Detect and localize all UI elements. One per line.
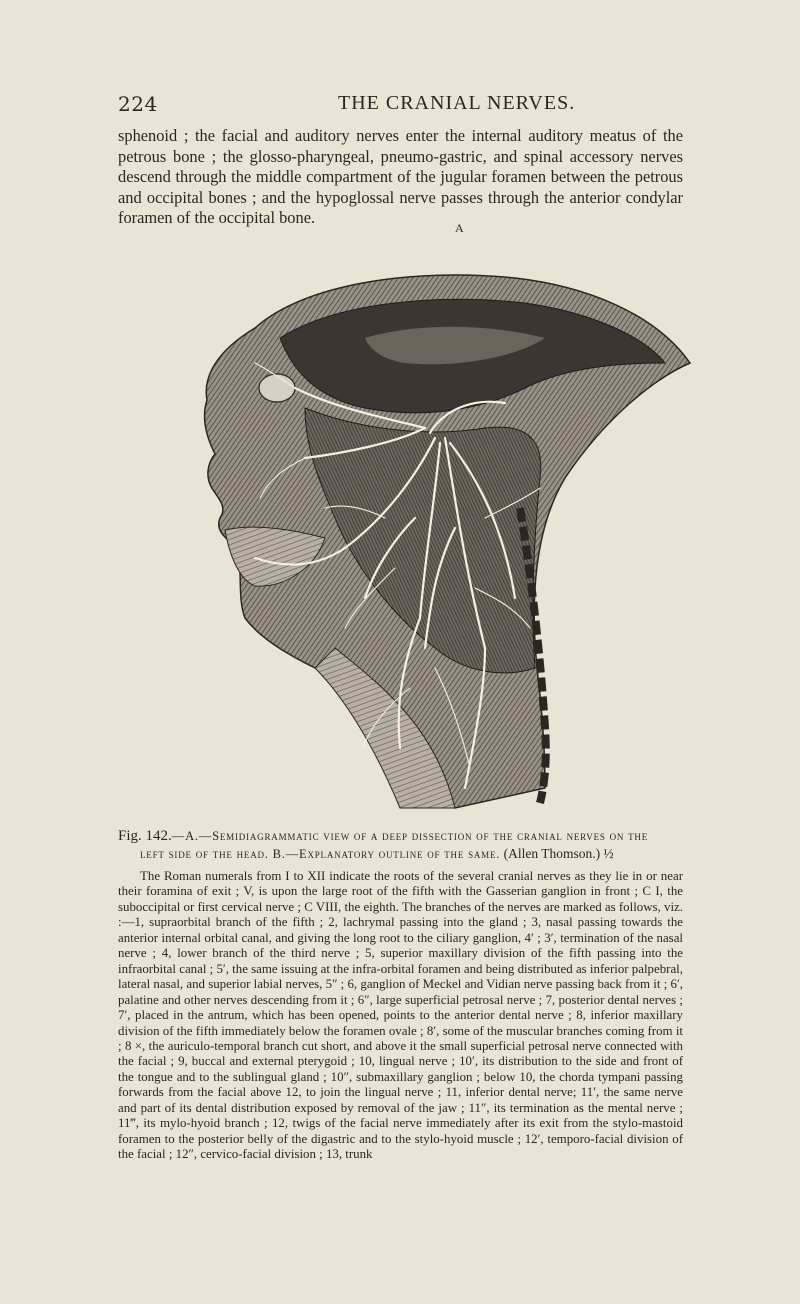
caption-scale: ½ — [603, 846, 614, 861]
intro-paragraph: sphenoid ; the facial and auditory nerves enter the internal auditory meatus of the petrous bone ; the glosso-pharyngeal, pneumo-gastric, and spinal accessory nerves descend through the middle compartment of the jugular foramen between the petrous and occipital bones ; and the hypoglossal nerve passes through the anterior condylar foramen of the occipital bone. — [118, 126, 683, 227]
caption-part-a: —A.—Semidiagrammatic view of a deep dissection of the cranial nerves on the — [171, 829, 649, 843]
page-header — [118, 92, 678, 120]
caption-line-2 — [118, 845, 683, 863]
anatomical-illustration — [185, 268, 695, 816]
figure-label: Fig. 142. — [118, 828, 172, 844]
running-head: THE CRANIAL NERVES. — [338, 92, 576, 114]
caption-attribution: (Allen Thomson.) — [503, 846, 601, 861]
caption-part-b: left side of the head. B.—Explanatory outline of the same. — [140, 847, 501, 861]
figure-caption — [118, 827, 683, 863]
page-number: 224 — [118, 92, 158, 116]
explanation-paragraph: The Roman numerals from I to XII indicate the roots of the several cranial nerves as they lie in or near their foramina of exit ; V, is upon the large root of the fifth with the Gasserian ganglion in front ; C I, the suboccipital or first cervical nerve ; C VIII, the eighth. The branches of the nerves are marked as follows, viz. :—1, supraorbital branch of the fifth ; 2, lachrymal passing into the gland ; 3, nasal passing towards the anterior internal orbital canal, and giving the long root to the ciliary ganglion, 4′ ; 3′, termination of the nasal nerve ; 4, lower branch of the third nerve ; 5, superior maxillary division of the fifth passing into the infraorbital canal ; 5′, the same issuing at the infra-orbital foramen and being distributed as inferior palpebral, lateral nasal, and superior labial nerves, 5″ ; 6, ganglion of Meckel and Vidian nerve passing back from it ; 6′, palatine and other nerves descending from it ; 6″, large superficial petrosal nerve ; 7, posterior dental nerves ; 7′, placed in the antrum, which has been opened, points to the anterior dental nerve ; 8, inferior maxillary division of the fifth immediately below the foramen ovale ; 8′, some of the muscular branches coming from it ; 8 ×, the auriculo-temporal branch cut short, and above it the small superficial petrosal nerve connected with the facial ; 9, buccal and external pterygoid ; 10, lingual nerve ; 10′, its distribution to the side and front of the tongue and to the sublingual gland ; 10″, submaxillary ganglion ; below 10, the chorda tympani passing forwards from the facial above 12, to join the lingual nerve ; 11, inferior dental nerve; 11′, the same nerve and part of its dental distribution exposed by removal of the jaw ; 11″, its termination as the mental nerve ; 11‴, its mylo-hyoid branch ; 12, twigs of the facial nerve immediately after its exit from the stylo-mastoid foramen to the posterior belly of the digastric and to the stylo-hyoid muscle ; 12′, temporo-facial division of the facial ; 12″, cervico-facial division ; 13, trunk — [118, 869, 683, 1162]
figure-letter: A — [455, 221, 464, 235]
